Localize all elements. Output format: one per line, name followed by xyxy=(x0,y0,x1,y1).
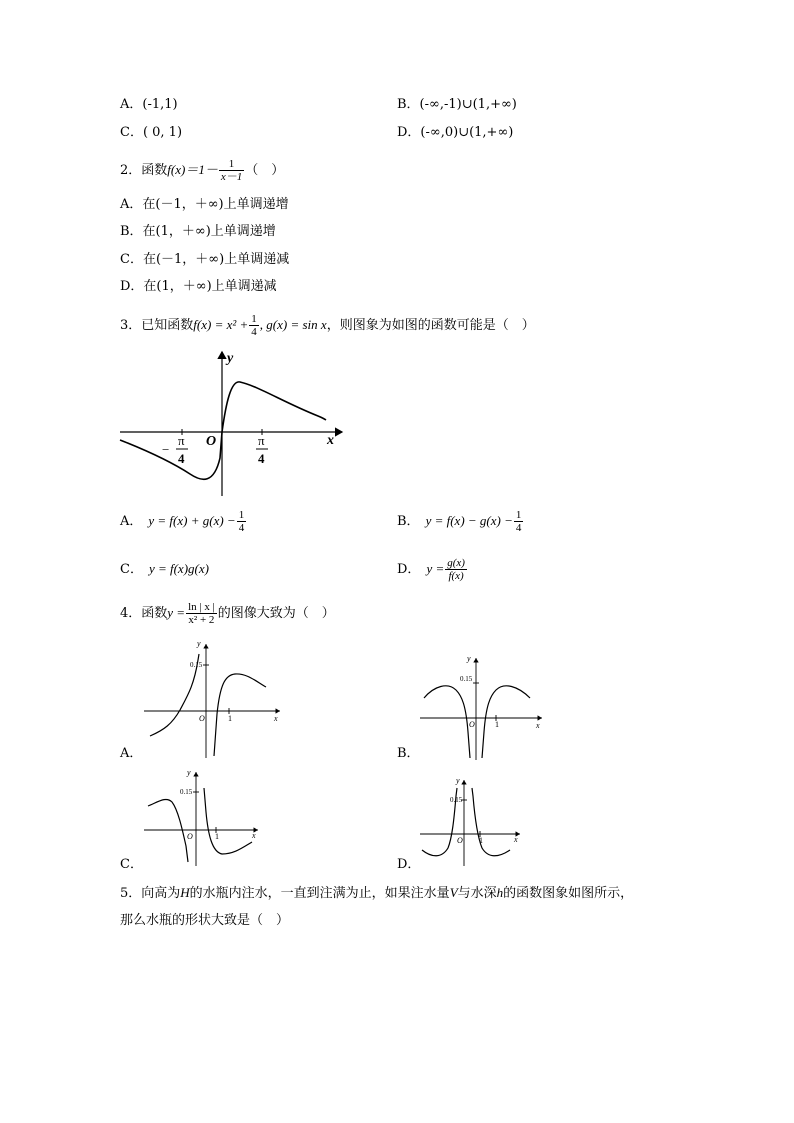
q3-f-def: f(x) = x² + xyxy=(193,317,249,332)
q4d-label-one: 1 xyxy=(479,836,483,845)
q4-function: y = xyxy=(167,605,186,620)
q4c-x-label: x xyxy=(252,831,256,840)
q5-stem-line1 xyxy=(120,885,633,902)
q4c-y-label: y xyxy=(187,768,191,777)
q3-x-label: x xyxy=(327,433,334,448)
q4c-label-one: 1 xyxy=(215,832,219,841)
q4a-right-branch xyxy=(214,674,266,756)
q3-g-def: , g(x) = sin x xyxy=(259,317,327,332)
q4c-label-015: 0.15 xyxy=(180,788,193,796)
q3-tick-pos-den: 4 xyxy=(258,451,265,466)
q4-option-c: C． xyxy=(120,857,143,872)
q4-frac-den: x² + 2 xyxy=(188,614,215,626)
q4a-x-label: x xyxy=(274,714,278,723)
q3-option-b-expr: y = f(x) − g(x) − xyxy=(425,513,513,528)
q5-var-h-upper: H xyxy=(180,885,190,900)
q5-text-a: 5．向高为 xyxy=(120,886,181,901)
q3-stem-prefix: 3．已知函数 xyxy=(120,318,194,333)
q2-option-d: D．在(1，＋∞)上单调递减 xyxy=(120,279,277,294)
q3-option-b xyxy=(397,506,524,537)
q4a-origin: O xyxy=(199,714,205,723)
q2-function: f(x)＝1－ xyxy=(167,162,218,177)
q4b-y-label: y xyxy=(467,654,471,663)
q4-fraction xyxy=(186,601,217,626)
q3-frac-den: 4 xyxy=(251,326,257,338)
q4-option-b: B． xyxy=(397,746,420,761)
q4d-x-label: x xyxy=(514,835,518,844)
q4-frac-num: ln | x | xyxy=(188,601,215,613)
q4d-origin: O xyxy=(457,836,463,845)
q3-option-c-expr: y = f(x)g(x) xyxy=(148,561,209,576)
q4d-label-015: 0.15 xyxy=(450,796,463,804)
q3-option-d-den: f(x) xyxy=(448,570,464,582)
q2-stem-prefix: 2．函数 xyxy=(120,163,168,178)
q4b-right-branch xyxy=(482,686,530,758)
q5-var-v: V xyxy=(449,885,458,900)
q4-stem xyxy=(120,598,335,629)
q3-option-d-num: g(x) xyxy=(447,557,465,569)
q4b-label-015: 0.15 xyxy=(460,675,473,683)
q4-stem-prefix: 4．函数 xyxy=(120,606,168,621)
q4a-label-015: 0.15 xyxy=(190,661,203,669)
q4b-left-branch xyxy=(424,686,470,758)
q3-option-c xyxy=(120,561,209,578)
q3-graph xyxy=(118,348,348,498)
q3-option-d-lhs: y = xyxy=(426,561,445,576)
q5-var-h: h xyxy=(496,885,504,900)
q2-stem xyxy=(120,155,284,186)
q3-y-label: y xyxy=(227,351,234,366)
q4a-y-label: y xyxy=(197,639,201,648)
q5-text-c: 与水深 xyxy=(457,886,497,901)
q3-option-a xyxy=(120,506,247,537)
q3-tick-neg-den: 4 xyxy=(178,451,185,466)
q3-frac-num: 1 xyxy=(251,313,257,325)
q4-option-d: D． xyxy=(397,857,421,872)
q3-option-a-frac xyxy=(237,509,247,534)
q2-frac-den: x－1 xyxy=(220,171,243,183)
q4-graph-b xyxy=(418,654,546,762)
q4b-x-label: x xyxy=(536,721,540,730)
q4-graph-a xyxy=(142,640,284,760)
q3-option-b-num: 1 xyxy=(515,509,522,521)
q4-graph-d xyxy=(418,776,524,868)
q4d-y-label: y xyxy=(456,776,460,785)
q4c-origin: O xyxy=(187,832,193,841)
q3-option-a-expr: y = f(x) + g(x) − xyxy=(148,513,236,528)
q3-origin-label: O xyxy=(206,434,217,449)
q2-option-b: B．在(1，＋∞)上单调递增 xyxy=(120,224,276,239)
q1-option-d: D．(-∞,0)∪(1,+∞) xyxy=(397,125,514,140)
q4a-label-one: 1 xyxy=(228,714,232,723)
q2-paren: （ ） xyxy=(245,163,285,178)
q3-curve xyxy=(120,382,326,479)
q3-option-d xyxy=(397,554,468,585)
q5-text-b: 的水瓶内注水，一直到注满为止，如果注水量 xyxy=(189,886,450,901)
q4c-left-branch xyxy=(148,799,188,862)
q3-option-a-label: A． xyxy=(120,514,143,529)
q4c-right-branch xyxy=(204,788,252,854)
q3-option-d-label: D． xyxy=(397,562,421,577)
q2-fraction xyxy=(219,158,244,183)
q2-frac-num: 1 xyxy=(219,158,244,171)
q1-option-a: A．(-1,1) xyxy=(120,97,178,112)
q1-option-c: C．( 0, 1) xyxy=(120,125,183,140)
q3-option-a-den: 4 xyxy=(238,522,245,534)
q3-tick-neg-pi: π xyxy=(178,433,185,448)
q3-fraction xyxy=(249,313,259,338)
q1-option-b: B．(-∞,-1)∪(1,+∞) xyxy=(397,97,517,112)
q4b-origin: O xyxy=(469,720,475,729)
q5-text-d: 的函数图象如图所示， xyxy=(503,886,634,901)
q3-tick-pos-pi: π xyxy=(258,433,265,448)
q2-option-c: C．在(－1，＋∞)上单调递减 xyxy=(120,252,290,267)
q3-option-b-label: B． xyxy=(397,514,420,529)
q5-stem-line2: 那么水瓶的形状大致是（ ） xyxy=(120,913,290,928)
q4d-right-branch xyxy=(472,788,510,856)
q4-option-a: A． xyxy=(120,746,143,761)
q3-option-d-frac xyxy=(445,557,467,582)
q3-stem xyxy=(120,310,535,341)
q3-option-b-frac xyxy=(514,509,524,534)
q4-graph-c xyxy=(142,768,262,868)
q3-option-a-num: 1 xyxy=(238,509,245,521)
q3-option-b-den: 4 xyxy=(515,522,522,534)
q4b-label-one: 1 xyxy=(495,720,499,729)
q3-tick-neg-sign: − xyxy=(162,442,170,457)
q2-option-a: A．在(－1，＋∞)上单调递增 xyxy=(120,197,289,212)
q4-stem-suffix: 的图像大致为（ ） xyxy=(217,606,335,621)
q3-stem-suffix: ，则图象为如图的函数可能是（ ） xyxy=(326,318,535,333)
q3-option-c-label: C． xyxy=(120,562,143,577)
